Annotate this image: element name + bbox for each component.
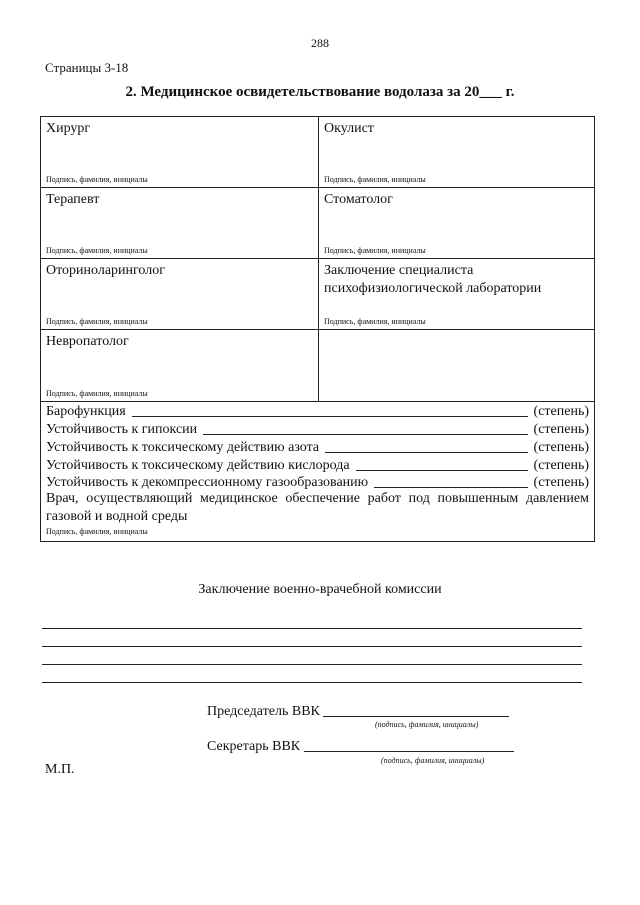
entry-line[interactable]	[132, 415, 528, 417]
secretary-signature[interactable]	[207, 739, 514, 755]
specialist-name: Оториноларинголог	[46, 263, 165, 278]
form-title: 2. Медицинское освидетельствование водолаза за 20___ г.	[125, 84, 515, 100]
degree-label: (степень)	[533, 422, 589, 437]
conclusion-line[interactable]	[42, 682, 582, 683]
degree-label: (степень)	[533, 475, 589, 490]
test-label: Устойчивость к декомпрессионному газообразованию	[46, 475, 369, 490]
conclusion-line[interactable]	[42, 646, 582, 647]
conclusion-line[interactable]	[42, 664, 582, 665]
page-number: 288	[311, 36, 329, 50]
chairman-label: Председатель ВВК	[207, 704, 320, 719]
stamp-place: М.П.	[45, 762, 75, 777]
test-row-nitrogen[interactable]	[46, 439, 589, 457]
cell-neurologist[interactable]	[41, 330, 318, 401]
cell-dentist[interactable]	[319, 188, 594, 258]
test-label: Устойчивость к гипоксии	[46, 422, 198, 437]
commission-title: Заключение военно-врачебной комиссии	[198, 582, 442, 597]
pages-reference: Страницы 3-18	[45, 60, 129, 75]
specialist-name: Стоматолог	[324, 192, 393, 207]
conclusion-line[interactable]	[42, 628, 582, 629]
specialist-name: Окулист	[324, 121, 374, 136]
test-row-barofunction[interactable]	[46, 403, 589, 421]
supervising-doctor-text: Врач, осуществляющий медицинское обеспечение работ под повышенным давлением газовой и водной среды	[46, 491, 589, 524]
cell-ent[interactable]	[41, 259, 318, 329]
cell-psychophysiology[interactable]	[319, 259, 594, 329]
entry-line[interactable]	[374, 486, 527, 488]
test-row-hypoxia[interactable]	[46, 421, 589, 439]
entry-line[interactable]	[325, 451, 527, 453]
specialists-table	[40, 116, 595, 542]
degree-label: (степень)	[533, 440, 589, 455]
signature-caption-chairman: (подпись, фамилия, инициалы)	[375, 720, 479, 729]
signature-caption-secretary: (подпись, фамилия, инициалы)	[381, 756, 485, 765]
degree-label: (степень)	[533, 458, 589, 473]
table-divider	[41, 401, 594, 402]
specialist-name: Невропатолог	[46, 334, 129, 349]
specialist-name: Заключение специалиста психофизиологической лаборатории	[324, 263, 542, 296]
secretary-label: Секретарь ВВК	[207, 739, 301, 754]
signature-caption: Подпись, фамилия, инициалы	[46, 527, 148, 536]
test-label: Устойчивость к токсическому действию кислорода	[46, 458, 350, 473]
signature-caption: Подпись, фамилия, инициалы	[324, 246, 426, 255]
cell-therapist[interactable]	[41, 188, 318, 258]
signature-caption: Подпись, фамилия, инициалы	[46, 246, 148, 255]
specialist-name: Хирург	[46, 121, 91, 136]
signature-caption: Подпись, фамилия, инициалы	[46, 317, 148, 326]
test-label: Барофункция	[46, 404, 126, 419]
secretary-signature-line[interactable]	[304, 750, 514, 752]
test-label: Устойчивость к токсическому действию азота	[46, 440, 320, 455]
signature-caption: Подпись, фамилия, инициалы	[46, 175, 148, 184]
chairman-signature[interactable]	[207, 704, 509, 720]
entry-line[interactable]	[203, 433, 527, 435]
degree-label: (степень)	[533, 404, 589, 419]
signature-caption: Подпись, фамилия, инициалы	[46, 389, 148, 398]
specialist-name: Терапевт	[46, 192, 100, 207]
signature-caption: Подпись, фамилия, инициалы	[324, 175, 426, 184]
cell-empty	[319, 330, 594, 401]
signature-caption: Подпись, фамилия, инициалы	[324, 317, 426, 326]
cell-surgeon[interactable]	[41, 117, 318, 187]
cell-ophthalmologist[interactable]	[319, 117, 594, 187]
entry-line[interactable]	[356, 469, 528, 471]
chairman-signature-line[interactable]	[323, 715, 509, 717]
test-row-oxygen[interactable]	[46, 457, 589, 475]
